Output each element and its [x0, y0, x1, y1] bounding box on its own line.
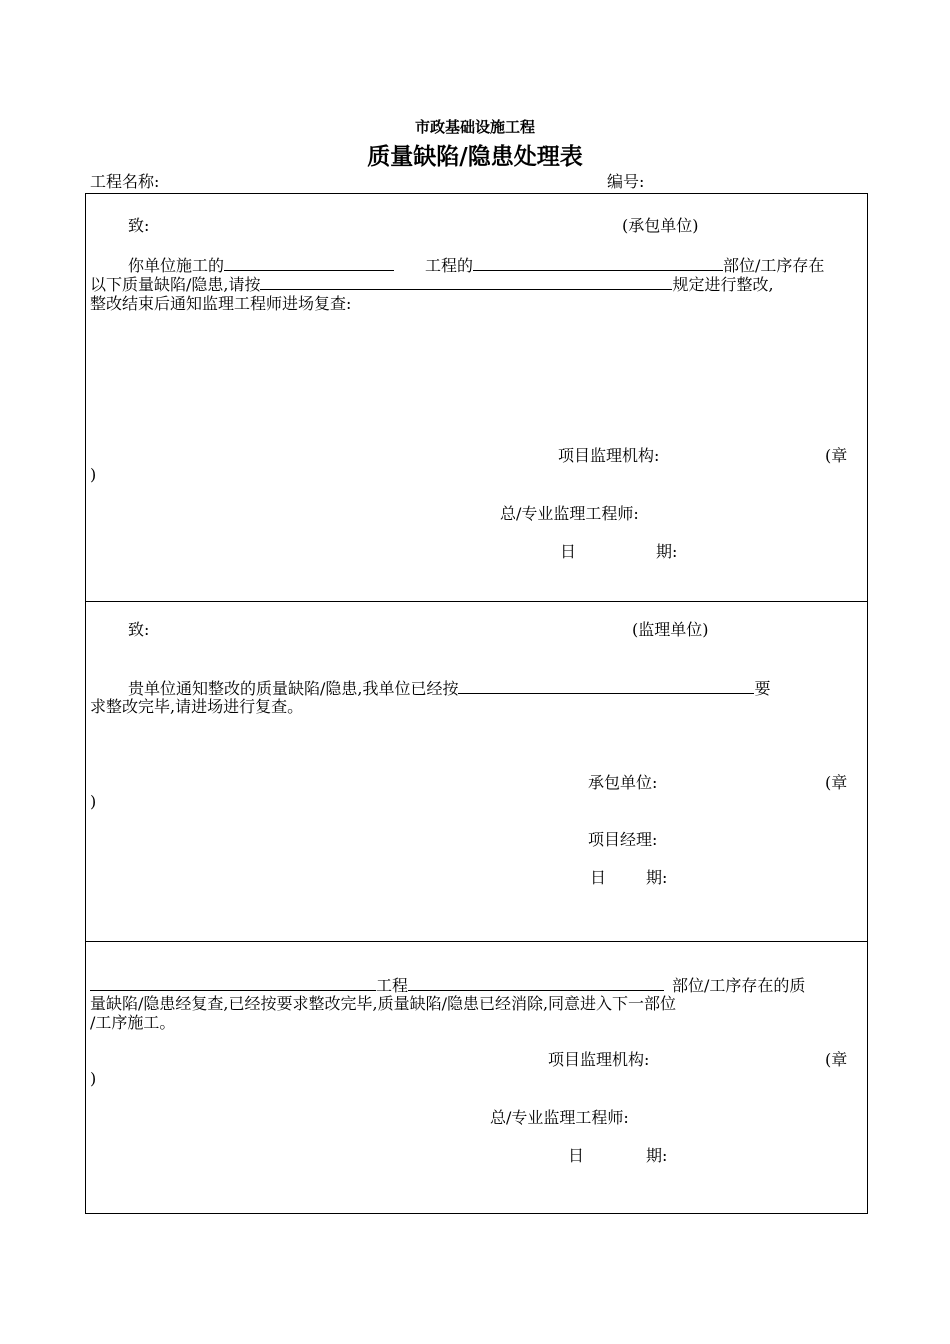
section-divider-1 — [85, 601, 868, 602]
date-label-a: 日 — [560, 542, 577, 561]
paragraph-line: 整改结束后通知监理工程师进场复查: — [90, 294, 352, 313]
paragraph-line: /工序施工。 — [90, 1013, 176, 1032]
supervision-org-label: 项目监理机构: — [548, 1050, 650, 1069]
date-label-a: 日 — [568, 1146, 585, 1165]
text: 要 — [754, 679, 771, 698]
text: 部位/工序存在 — [723, 256, 825, 275]
text: 工程的 — [425, 256, 474, 275]
text: 贵单位通知整改的质量缺陷/隐患,我单位已经按 — [128, 679, 459, 698]
blank-rule-field[interactable] — [260, 274, 672, 290]
paragraph-line — [128, 255, 394, 275]
paragraph-line — [128, 678, 771, 698]
section-divider-2 — [85, 941, 868, 942]
recipient-unit: (承包单位) — [622, 216, 699, 235]
seal-close: ) — [90, 1069, 97, 1088]
chief-engineer-label: 总/专业监理工程师: — [490, 1108, 629, 1127]
blank-location-field[interactable] — [473, 255, 723, 271]
text: 规定进行整改, — [672, 275, 774, 294]
date-label-a: 日 — [590, 868, 607, 887]
text: 工程 — [376, 976, 409, 995]
to-label: 致: — [128, 216, 150, 235]
recipient-unit: (监理单位) — [632, 620, 709, 639]
seal-open: (章 — [825, 773, 848, 792]
form-title: 质量缺陷/隐患处理表 — [367, 143, 583, 170]
paragraph-line — [90, 975, 805, 995]
chief-engineer-label: 总/专业监理工程师: — [500, 504, 639, 523]
paragraph-line: 求整改完毕,请进场进行复查。 — [90, 697, 304, 716]
paragraph-line — [425, 255, 824, 275]
to-label: 致: — [128, 620, 150, 639]
supervision-org-label: 项目监理机构: — [558, 446, 660, 465]
number-label: 编号: — [607, 172, 645, 191]
paragraph-line — [90, 274, 774, 294]
seal-close: ) — [90, 465, 97, 484]
contractor-label: 承包单位: — [588, 773, 658, 792]
date-label-b: 期: — [656, 542, 678, 561]
blank-project-field[interactable] — [224, 255, 394, 271]
seal-open: (章 — [825, 1050, 848, 1069]
text: 你单位施工的 — [128, 256, 225, 275]
blank-rectification-field[interactable] — [458, 678, 754, 694]
blank-location-field[interactable] — [408, 975, 664, 991]
seal-close: ) — [90, 792, 97, 811]
blank-project-field[interactable] — [90, 975, 376, 991]
seal-open: (章 — [825, 446, 848, 465]
text: 部位/工序存在的质 — [672, 976, 806, 995]
date-label-b: 期: — [646, 868, 668, 887]
date-label-b: 期: — [646, 1146, 668, 1165]
form-subtitle: 市政基础设施工程 — [414, 118, 535, 136]
project-manager-label: 项目经理: — [588, 830, 658, 849]
project-name-label: 工程名称: — [90, 172, 160, 191]
paragraph-line: 量缺陷/隐患经复查,已经按要求整改完毕,质量缺陷/隐患已经消除,同意进入下一部位 — [90, 994, 677, 1013]
text: 以下质量缺陷/隐患,请按 — [90, 275, 261, 294]
